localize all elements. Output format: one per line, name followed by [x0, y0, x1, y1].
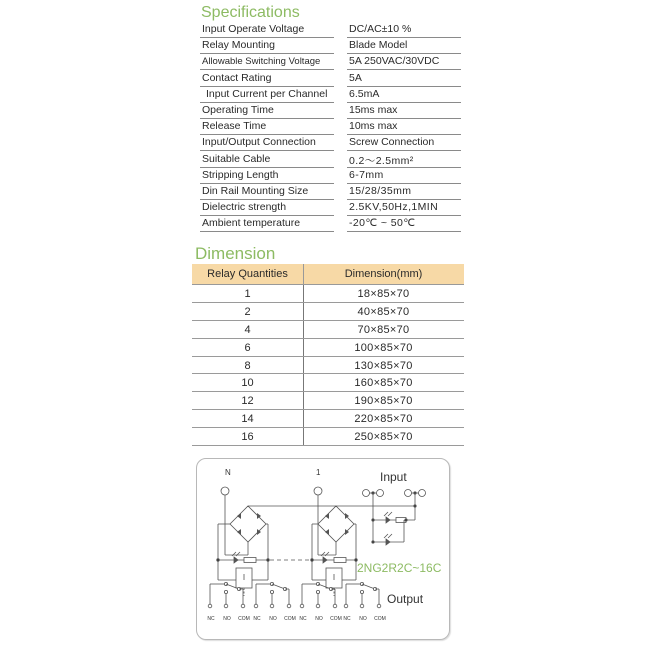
dimension-size: 160×85×70 [354, 377, 413, 390]
bridge-rectifier-1 [230, 506, 266, 542]
row-rule [347, 231, 461, 232]
wiring-diagram [196, 458, 450, 640]
spec-value: 6.5mA [349, 87, 380, 100]
spec-value: 0.2～2.5mm² [349, 154, 414, 167]
dimension-row [192, 357, 464, 375]
terminal-n-label: N [225, 468, 231, 477]
spec-value: Screw Connection [349, 136, 435, 149]
relay-quantity: 16 [241, 431, 254, 444]
contact-label: COM [238, 616, 250, 622]
terminal-1-circle [314, 487, 322, 495]
spec-value: -20℃ ~ 50℃ [349, 217, 416, 230]
dimension-size: 190×85×70 [354, 395, 413, 408]
output-contact-mark [224, 590, 227, 593]
spec-value: 10ms max [349, 120, 398, 133]
spec-value: 15/28/35mm [349, 185, 412, 197]
spec-label: Stripping Length [202, 168, 279, 181]
dimension-size: 250×85×70 [354, 431, 413, 444]
spec-value: DC/AC±10 % [349, 23, 412, 35]
output-contact-mark [316, 590, 319, 593]
spec-label: Relay Mounting [202, 39, 275, 52]
wiring-diagram-svg [196, 458, 450, 640]
spec-label: Input Current per Channel [206, 87, 328, 100]
spec-label: Din Rail Mounting Size [202, 185, 309, 197]
output-contact-mark [254, 604, 258, 608]
spec-row [200, 216, 462, 232]
dimension-row [192, 392, 464, 410]
relay-quantity: 14 [241, 413, 254, 426]
spec-value: Blade Model [349, 39, 408, 52]
spec-row [200, 22, 462, 38]
output-contact-mark [360, 590, 363, 593]
output-contact-mark [208, 604, 212, 608]
spec-value: 15ms max [349, 104, 398, 116]
relay-quantity: 2 [244, 305, 251, 318]
dimension-size: 70×85×70 [357, 323, 410, 336]
spec-row [200, 152, 462, 168]
spec-label: Contact Rating [202, 71, 272, 84]
spec-row [200, 54, 462, 70]
contact-label: NC [299, 616, 307, 622]
spec-label: Input/Output Connection [202, 136, 316, 149]
output-contact-mark [333, 604, 337, 608]
spec-row [200, 119, 462, 135]
dimension-row [192, 428, 464, 446]
spec-value: 5A 250VAC/30VDC [349, 55, 440, 68]
spec-value: 6-7mm [349, 168, 384, 181]
output-contact-mark [270, 590, 273, 593]
output-contact-mark [344, 604, 348, 608]
model-label: 2NG2R2C~16C [357, 561, 442, 575]
dimension-size: 220×85×70 [354, 413, 413, 426]
output-contact-mark [362, 584, 375, 589]
spec-row [200, 87, 462, 103]
header-relay-quantities: Relay Quantities [207, 268, 288, 280]
output-contact-mark [287, 604, 291, 608]
bridge-rectifier-2 [318, 506, 354, 542]
dimension-row [192, 321, 464, 339]
dimension-row [192, 285, 464, 303]
dimension-row [192, 410, 464, 428]
header-dimension: Dimension(mm) [344, 268, 423, 280]
spec-label: Ambient temperature [202, 217, 301, 230]
spec-row [200, 38, 462, 54]
dimension-row [192, 374, 464, 392]
contact-label: COM [330, 616, 342, 622]
dimension-table-body [192, 285, 464, 446]
dimension-size: 40×85×70 [357, 305, 410, 318]
spec-label: Release Time [202, 120, 267, 133]
contact-label: NC [253, 616, 261, 622]
specifications-title: Specifications [201, 4, 300, 21]
dimension-size: 18×85×70 [357, 288, 410, 300]
output-contact-mark [270, 604, 274, 608]
dimension-size: 100×85×70 [354, 341, 413, 354]
spec-row [200, 184, 462, 200]
contact-label: NO [223, 616, 231, 622]
spec-row [200, 200, 462, 216]
spec-value: 5A [349, 71, 362, 84]
dimension-table [192, 264, 464, 446]
contact-label: NO [359, 616, 367, 622]
dimension-title: Dimension [195, 244, 276, 263]
dimension-size: 130×85×70 [354, 359, 413, 372]
relay-quantity: 1 [244, 288, 251, 300]
contact-label: COM [374, 616, 386, 622]
contact-label: NC [343, 616, 351, 622]
spec-value: 2.5KV,50Hz,1MIN [349, 201, 439, 214]
input-label: Input [380, 470, 407, 484]
contact-label: COM [284, 616, 296, 622]
contact-label: NO [269, 616, 277, 622]
output-contact-mark [316, 604, 320, 608]
spec-row [200, 135, 462, 151]
row-rule [200, 231, 334, 232]
spec-label: Operating Time [202, 104, 274, 116]
terminal-1-label: 1 [316, 468, 321, 477]
spec-label: Input Operate Voltage [202, 23, 305, 35]
dimension-table-header [192, 264, 464, 285]
output-contact-mark [241, 604, 245, 608]
dimension-row [192, 339, 464, 357]
relay-quantity: 12 [241, 395, 254, 408]
spec-label: Dielectric strength [202, 201, 287, 214]
dimension-row [192, 303, 464, 321]
spec-row [200, 168, 462, 184]
relay-quantity: 4 [244, 323, 251, 336]
output-contact-mark [300, 604, 304, 608]
spec-label: Suitable Cable [202, 152, 271, 165]
contact-label: NC [207, 616, 215, 622]
output-contact-mark [272, 584, 285, 589]
spec-row [200, 71, 462, 87]
output-contact-mark [224, 604, 228, 608]
output-contact-mark [360, 604, 364, 608]
relay-quantity: 6 [244, 341, 251, 354]
terminal-n-circle [221, 487, 229, 495]
spec-label: Allowable Switching Voltage [202, 56, 321, 68]
relay-quantity: 8 [244, 359, 251, 372]
contact-label: NO [315, 616, 323, 622]
spec-row [200, 103, 462, 119]
relay-quantity: 10 [241, 377, 254, 390]
output-contact-mark [377, 604, 381, 608]
output-label: Output [387, 592, 424, 606]
